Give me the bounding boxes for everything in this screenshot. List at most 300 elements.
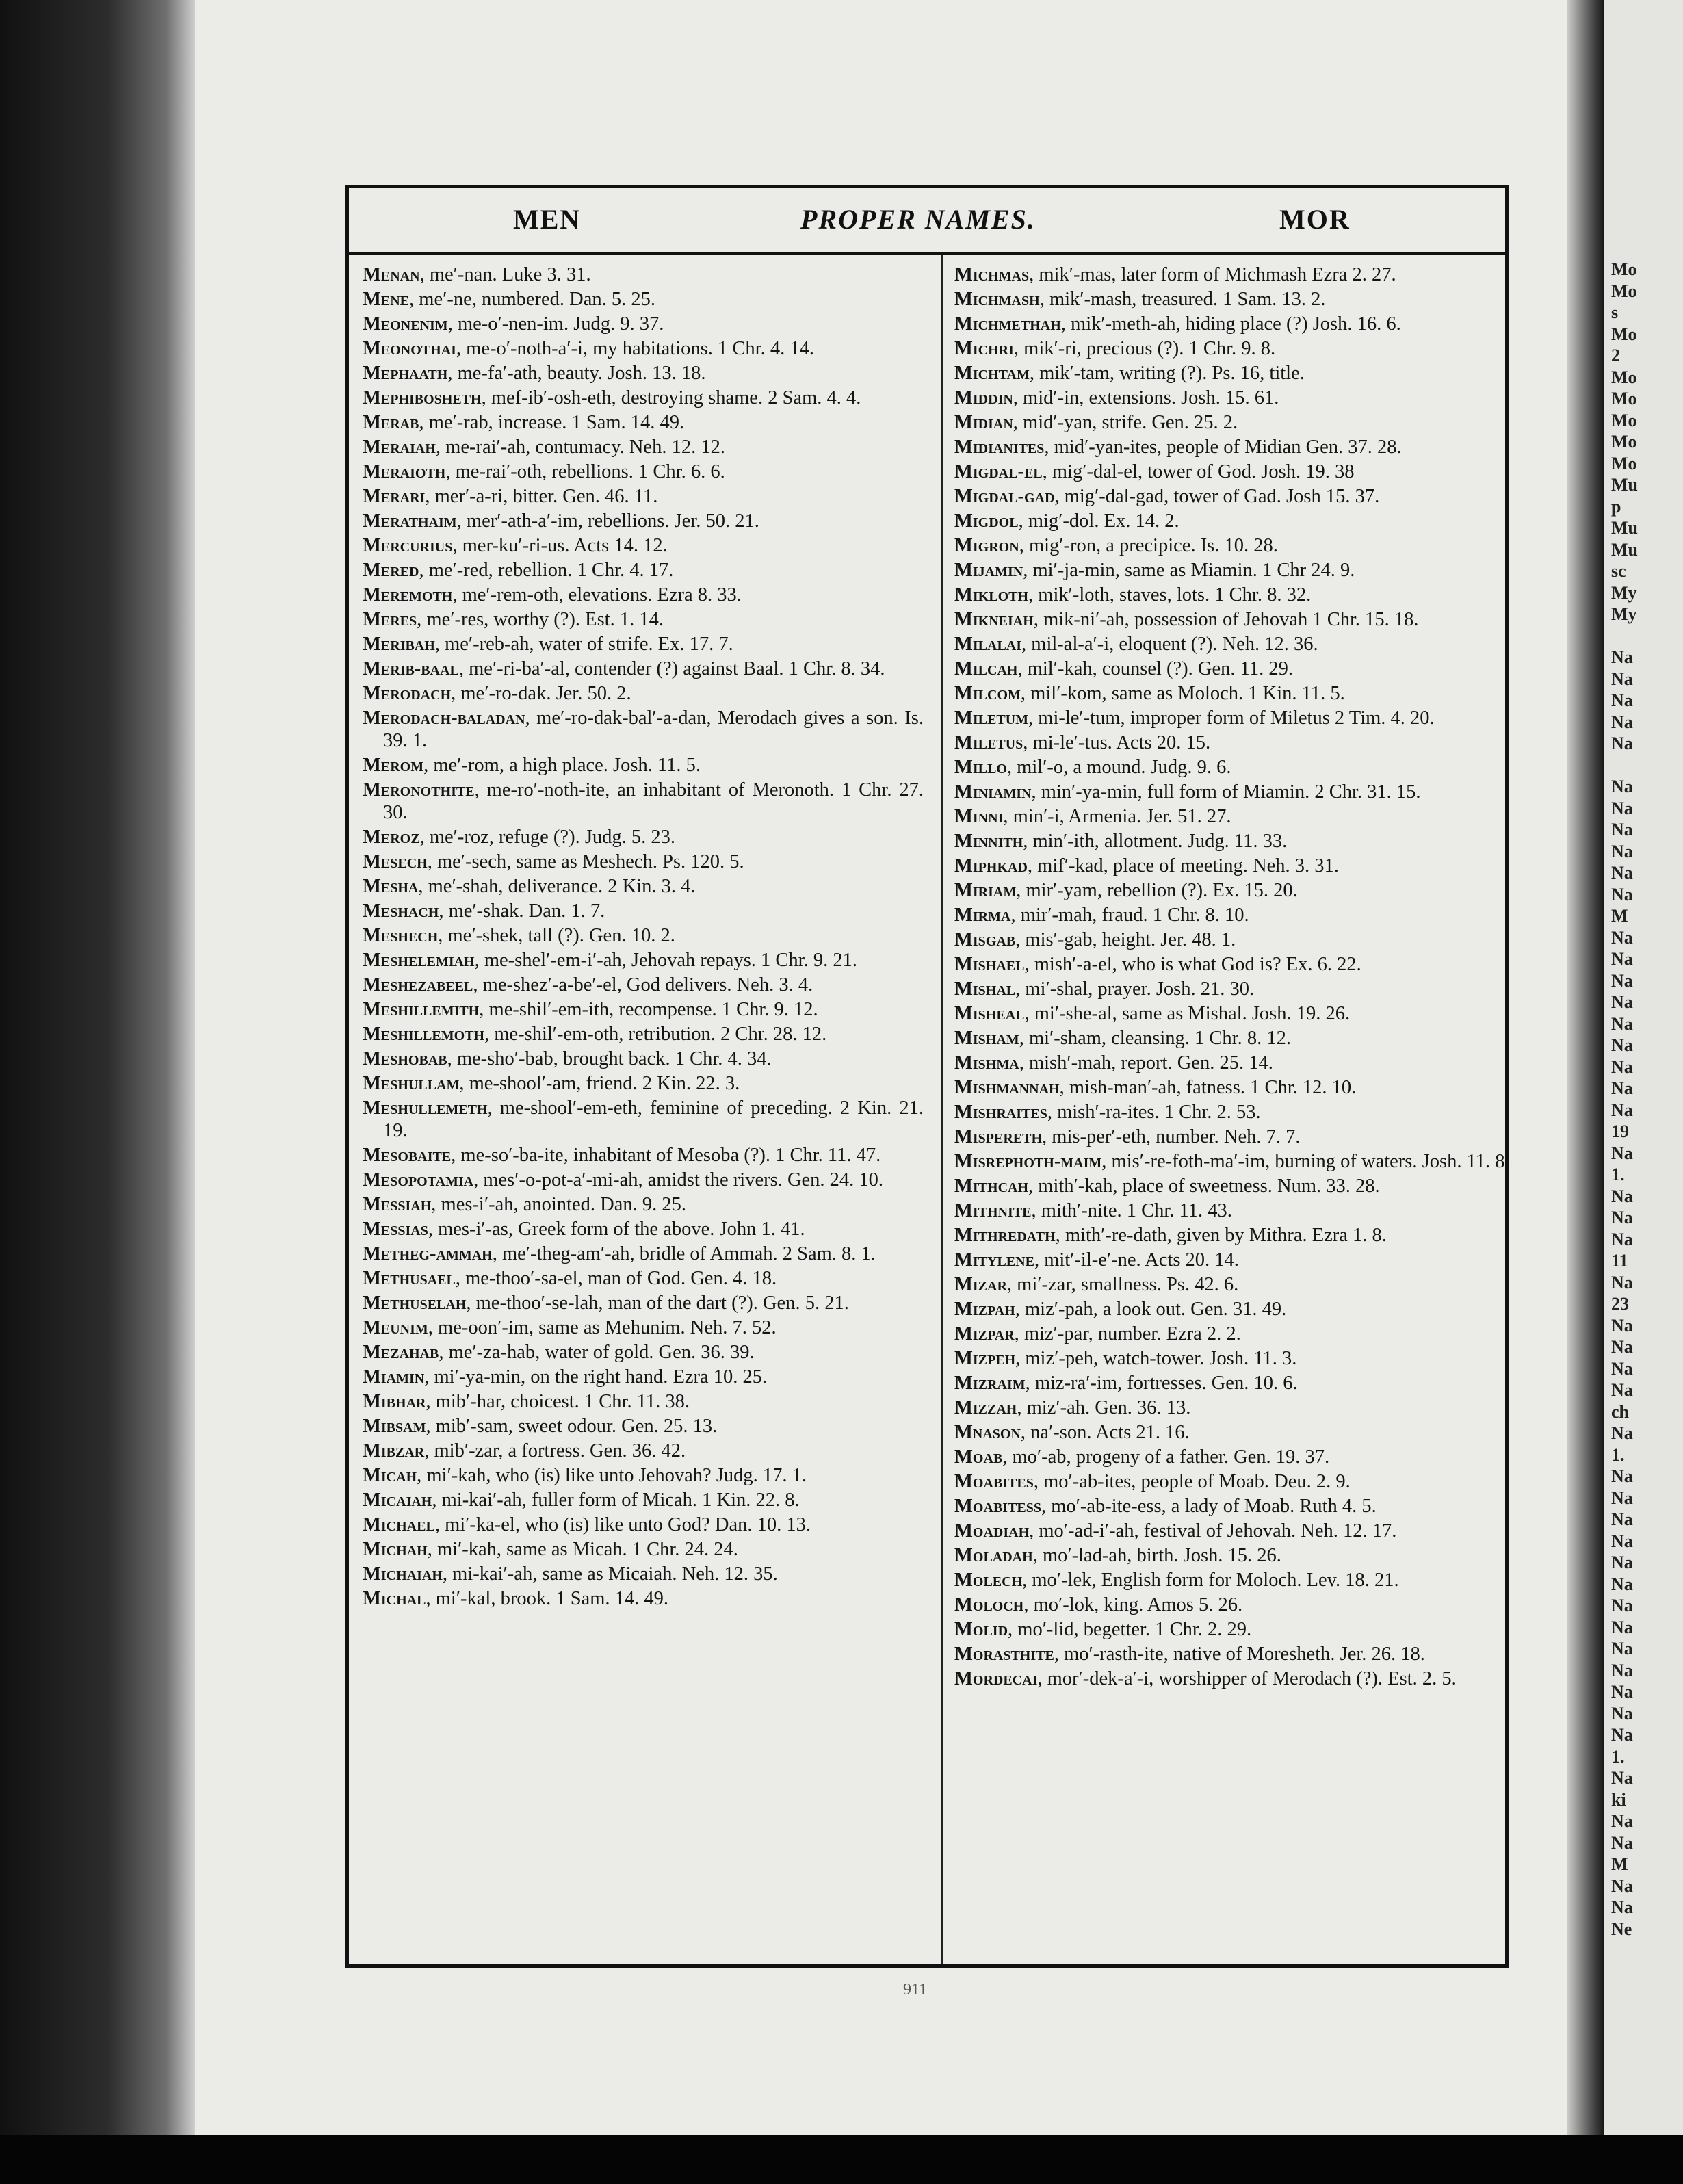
dictionary-entry xyxy=(954,978,1515,1000)
entry-definition: , mish′-mah, report. Gen. 25. 14. xyxy=(1019,1052,1273,1074)
dictionary-entry xyxy=(954,1076,1515,1099)
dictionary-entry xyxy=(363,1048,924,1070)
dictionary-entry xyxy=(954,387,1515,409)
entry-definition: , mo′-lid, begetter. 1 Chr. 2. 29. xyxy=(1008,1619,1252,1640)
entry-definition: , me-oon′-im, same as Mehunim. Neh. 7. 52. xyxy=(428,1317,777,1338)
entry-headword: Milcah xyxy=(954,658,1018,679)
entry-definition: , mil′-o, a mound. Judg. 9. 6. xyxy=(1006,757,1231,778)
entry-definition: , me′-ro-dak-bal′-a-dan, Merodach gives a son. Is. 39. 1. xyxy=(383,707,924,751)
dictionary-entry xyxy=(954,1470,1515,1493)
facing-page-fragment: Na xyxy=(1611,841,1633,861)
facing-page-fragment: Na xyxy=(1611,1272,1633,1292)
facing-page-fragment: Na xyxy=(1611,1660,1633,1680)
dictionary-entry xyxy=(363,1023,924,1045)
entry-definition: , mor′-dek-a′-i, worshipper of Merodach (?). Est. 2. 5. xyxy=(1037,1668,1457,1689)
entry-headword: Mishraites xyxy=(954,1102,1047,1123)
dictionary-entry xyxy=(954,928,1515,951)
dictionary-entry xyxy=(363,924,924,947)
entry-definition: , mil′-kom, same as Moloch. 1 Kin. 11. 5. xyxy=(1020,683,1345,704)
dictionary-entry xyxy=(363,263,924,286)
page-gutter xyxy=(1567,0,1604,2135)
entry-headword: Minnith xyxy=(954,831,1023,852)
dictionary-entry xyxy=(954,1667,1515,1690)
dictionary-entry xyxy=(363,1390,924,1413)
entry-headword: Michaiah xyxy=(363,1563,443,1585)
dictionary-entry xyxy=(363,337,924,360)
dictionary-entry xyxy=(954,485,1515,508)
dictionary-entry xyxy=(363,900,924,922)
facing-page-fragment: Na xyxy=(1611,1035,1633,1055)
entry-headword: Migdol xyxy=(954,510,1019,532)
entry-headword: Mered xyxy=(363,560,419,581)
entry-headword: Milalai xyxy=(954,634,1022,655)
entry-definition: , mi′-she-al, same as Mishal. Josh. 19. 26. xyxy=(1024,1003,1351,1024)
facing-page-fragment: Mu xyxy=(1611,539,1638,560)
entry-definition: , miz-ra′-im, fortresses. Gen. 10. 6. xyxy=(1025,1373,1298,1394)
entry-headword: Migdal-el xyxy=(954,461,1043,482)
entry-definition: , me-rai′-oth, rebellions. 1 Chr. 6. 6. xyxy=(445,461,725,482)
entry-definition: , me-thoo′-sa-el, man of God. Gen. 4. 18. xyxy=(455,1268,777,1289)
entry-definition: , mik′-ri, precious (?). 1 Chr. 9. 8. xyxy=(1013,338,1276,359)
entry-headword: Meonenim xyxy=(363,313,448,335)
entry-definition: , me′-shak. Dan. 1. 7. xyxy=(439,900,605,922)
dictionary-entry xyxy=(363,949,924,972)
facing-page-fragment: Na xyxy=(1611,927,1633,948)
entry-definition: , me′-red, rebellion. 1 Chr. 4. 17. xyxy=(419,560,674,581)
dictionary-entry xyxy=(363,559,924,582)
entry-definition: , mik′-mash, treasured. 1 Sam. 13. 2. xyxy=(1039,289,1326,310)
entry-headword: Mishal xyxy=(954,978,1016,1000)
entry-headword: Moloch xyxy=(954,1594,1024,1615)
facing-page-fragment xyxy=(1604,755,1638,777)
dictionary-entry xyxy=(363,1587,924,1610)
dictionary-entry xyxy=(363,608,924,631)
entry-headword: Mithcah xyxy=(954,1175,1029,1197)
entry-definition: , mi-kai′-ah, fuller form of Micah. 1 Kin. 22. 8. xyxy=(432,1490,800,1511)
entry-definition: , me-shil′-em-ith, recompense. 1 Chr. 9. 12. xyxy=(479,999,818,1020)
facing-page-fragment: Na xyxy=(1611,1208,1633,1227)
entry-definition: , mi-kai′-ah, same as Micaiah. Neh. 12. 35. xyxy=(442,1563,778,1585)
entry-headword: Mishma xyxy=(954,1052,1019,1074)
dictionary-entry xyxy=(954,879,1515,902)
facing-page-fragment: Mo xyxy=(1611,410,1637,430)
dictionary-entry xyxy=(954,1323,1515,1345)
entry-definition: , miz′-peh, watch-tower. Josh. 11. 3. xyxy=(1015,1348,1297,1369)
entry-headword: Michal xyxy=(363,1588,426,1609)
entry-definition: , mif′-kad, place of meeting. Neh. 3. 31. xyxy=(1027,855,1339,876)
entry-definition: , me′-rom, a high place. Josh. 11. 5. xyxy=(423,755,701,776)
dictionary-entry xyxy=(954,904,1515,926)
facing-page-fragment: M xyxy=(1611,1854,1628,1874)
entry-definition: , mid′-yan-ites, people of Midian Gen. 37. 28. xyxy=(1044,437,1402,458)
dictionary-entry xyxy=(363,436,924,458)
entry-headword: Merodach xyxy=(363,683,452,704)
entry-definition: , mo′-ab-ites, people of Moab. Deu. 2. 9. xyxy=(1033,1471,1351,1492)
dictionary-entry xyxy=(954,855,1515,877)
dictionary-entry xyxy=(954,1594,1515,1616)
entry-definition: , mik-ni′-ah, possession of Jehovah 1 Chr. 15. 18. xyxy=(1033,609,1419,630)
dictionary-entry xyxy=(954,1495,1515,1518)
dictionary-entry xyxy=(363,707,924,752)
entry-definition: , mish′-a-el, who is what God is? Ex. 6. 22. xyxy=(1024,954,1361,975)
entry-headword: Mikneiah xyxy=(954,609,1034,630)
dictionary-entry xyxy=(954,805,1515,828)
facing-page-fragment: 1. xyxy=(1611,1444,1625,1465)
entry-headword: Mesha xyxy=(363,876,419,897)
entry-headword: Miriam xyxy=(954,880,1017,901)
entry-definition: , me′-sech, same as Meshech. Ps. 120. 5. xyxy=(427,851,744,872)
dictionary-entry xyxy=(363,682,924,705)
facing-page-fragment: Na xyxy=(1611,863,1633,883)
dictionary-entry xyxy=(363,1193,924,1216)
entry-headword: Middin xyxy=(954,387,1013,408)
facing-page-fragment: p xyxy=(1611,496,1621,517)
entry-headword: Meroz xyxy=(363,827,420,848)
entry-definition: , mish-man′-ah, fatness. 1 Chr. 12. 10. xyxy=(1059,1077,1357,1098)
dictionary-entry xyxy=(954,337,1515,360)
dictionary-entry xyxy=(954,756,1515,779)
entry-definition: , mid′-in, extensions. Josh. 15. 61. xyxy=(1013,387,1279,408)
entry-definition: , me′-roz, refuge (?). Judg. 5. 23. xyxy=(419,827,676,848)
facing-page-fragment: Na xyxy=(1611,992,1633,1012)
dictionary-entry xyxy=(954,1052,1515,1074)
entry-headword: Minni xyxy=(954,806,1004,827)
dictionary-entry xyxy=(954,1421,1515,1444)
dictionary-entry xyxy=(363,1538,924,1561)
entry-headword: Moabites xyxy=(954,1471,1034,1492)
entry-headword: Morasthite xyxy=(954,1643,1054,1665)
facing-page-fragment: Na xyxy=(1611,1682,1633,1702)
entry-definition: , mi′-ja-min, same as Miamin. 1 Chr 24. 9. xyxy=(1023,560,1355,581)
facing-page-fragment: Mo xyxy=(1611,281,1637,301)
dictionary-entry xyxy=(954,1569,1515,1591)
entry-headword: Mirma xyxy=(954,905,1011,926)
entry-headword: Mibhar xyxy=(363,1391,426,1412)
facing-page-fragment xyxy=(1604,625,1638,647)
facing-page-fragment: 1. xyxy=(1611,1746,1625,1767)
entry-headword: Miletus xyxy=(954,732,1023,753)
dictionary-entry xyxy=(363,1218,924,1240)
header-right-guide-word: MOR xyxy=(1279,204,1351,235)
entry-definition: , me′-ne, numbered. Dan. 5. 25. xyxy=(409,289,656,310)
entry-definition: , mi′-sham, cleansing. 1 Chr. 8. 12. xyxy=(1019,1028,1291,1049)
facing-page-fragment: Na xyxy=(1611,1725,1633,1745)
entry-definition: , mith′-re-dath, given by Mithra. Ezra 1. 8. xyxy=(1055,1225,1387,1246)
dictionary-entry xyxy=(954,1520,1515,1542)
dictionary-entry xyxy=(954,781,1515,803)
entry-definition: , mes-i′-as, Greek form of the above. John 1. 41. xyxy=(428,1219,805,1240)
dictionary-entry xyxy=(954,1446,1515,1468)
dictionary-entry xyxy=(363,1072,924,1095)
facing-page-fragment: Na xyxy=(1611,820,1633,840)
entry-definition: , mig′-dal-el, tower of God. Josh. 19. 38 xyxy=(1042,461,1355,482)
entry-headword: Mizpar xyxy=(954,1323,1015,1344)
entry-definition: , me-o′-nen-im. Judg. 9. 37. xyxy=(447,313,664,335)
dictionary-entry xyxy=(954,510,1515,532)
entry-definition: , mi-le′-tum, improper form of Miletus 2 Tim. 4. 20. xyxy=(1028,707,1435,729)
facing-page-fragment: Mu xyxy=(1611,518,1638,538)
dictionary-entry xyxy=(954,1150,1515,1173)
entry-headword: Mercurius xyxy=(363,535,453,556)
facing-page-fragment: Ne xyxy=(1611,1919,1632,1939)
entry-headword: Mephibosheth xyxy=(363,387,482,408)
dictionary-entry xyxy=(954,313,1515,335)
entry-headword: Methuselah xyxy=(363,1292,467,1314)
entry-headword: Mithredath xyxy=(954,1225,1056,1246)
entry-headword: Merab xyxy=(363,412,419,433)
entry-headword: Meraiah xyxy=(363,437,436,458)
facing-page-fragment: Na xyxy=(1611,1552,1633,1572)
entry-definition: , mer′-a-ri, bitter. Gen. 46. 11. xyxy=(425,486,658,507)
entry-headword: Mnason xyxy=(954,1422,1021,1443)
entry-headword: Metheg-ammah xyxy=(363,1243,493,1264)
facing-page-fragment: s xyxy=(1611,302,1619,322)
dictionary-entry xyxy=(363,754,924,777)
dictionary-entry xyxy=(363,485,924,508)
entry-headword: Miniamin xyxy=(954,781,1032,803)
header-title: PROPER NAMES. xyxy=(800,204,1036,235)
entry-headword: Meshullam xyxy=(363,1073,460,1094)
entry-definition: , me′-shah, deliverance. 2 Kin. 3. 4. xyxy=(418,876,696,897)
entry-headword: Mesech xyxy=(363,851,428,872)
facing-page-fragment: Mo xyxy=(1611,324,1637,344)
entry-headword: Meribah xyxy=(363,634,435,655)
facing-page-fragment: My xyxy=(1611,604,1637,624)
entry-headword: Mesobaite xyxy=(363,1145,452,1166)
entry-definition: , mi′-ka-el, who (is) like unto God? Dan. 10. 13. xyxy=(434,1514,811,1535)
entry-definition: , mil-al-a′-i, eloquent (?). Neh. 12. 36. xyxy=(1021,634,1318,655)
dictionary-entry xyxy=(954,658,1515,680)
entry-headword: Mithnite xyxy=(954,1200,1032,1221)
facing-page-fragment: Na xyxy=(1611,1143,1633,1163)
dictionary-entry xyxy=(954,731,1515,754)
dictionary-entry xyxy=(954,411,1515,434)
dictionary-entry xyxy=(954,1347,1515,1370)
entry-definition: , me-thoo′-se-lah, man of the dart (?). Gen. 5. 21. xyxy=(466,1292,849,1314)
facing-page-fragment: Na xyxy=(1611,1423,1633,1443)
dictionary-entry xyxy=(363,411,924,434)
facing-page-fragment: 19 xyxy=(1611,1121,1629,1141)
entry-headword: Meshillemith xyxy=(363,999,480,1020)
dictionary-entry xyxy=(954,682,1515,705)
facing-page-fragment: Na xyxy=(1611,1380,1633,1400)
entry-definition: , mis′-gab, height. Jer. 48. 1. xyxy=(1015,929,1236,950)
entry-definition: , mib′-har, choicest. 1 Chr. 11. 38. xyxy=(426,1391,690,1412)
entry-headword: Meshobab xyxy=(363,1048,447,1069)
entry-definition: , mik′-meth-ah, hiding place (?) Josh. 16. 6. xyxy=(1060,313,1401,335)
entry-definition: , mig′-ron, a precipice. Is. 10. 28. xyxy=(1019,535,1278,556)
entry-headword: Mizpah xyxy=(954,1299,1015,1320)
entry-headword: Moladah xyxy=(954,1545,1033,1566)
dictionary-entry xyxy=(363,1415,924,1438)
facing-page-fragment: Na xyxy=(1611,970,1633,991)
dictionary-entry xyxy=(954,1101,1515,1123)
dictionary-entry xyxy=(363,288,924,311)
entry-definition: , mith′-nite. 1 Chr. 11. 43. xyxy=(1031,1200,1232,1221)
entry-headword: Molid xyxy=(954,1619,1008,1640)
entry-definition: , me′-ro-dak. Jer. 50. 2. xyxy=(451,683,631,704)
entry-headword: Mitylene xyxy=(954,1249,1034,1271)
entry-definition: , me-sho′-bab, brought back. 1 Chr. 4. 34. xyxy=(447,1048,772,1069)
dictionary-entry xyxy=(363,1464,924,1487)
entry-headword: Miamin xyxy=(363,1366,425,1388)
entry-headword: Mordecai xyxy=(954,1668,1038,1689)
entry-definition: , mer′-ath-a′-im, rebellions. Jer. 50. 21. xyxy=(456,510,759,532)
entry-headword: Miphkad xyxy=(954,855,1028,876)
entry-definition: , me-ro′-noth-ite, an inhabitant of Meronoth. 1 Chr. 27. 30. xyxy=(383,779,924,823)
entry-headword: Merathaim xyxy=(363,510,457,532)
dictionary-entry xyxy=(363,1366,924,1388)
entry-definition: , mig′-dol. Ex. 14. 2. xyxy=(1018,510,1179,532)
facing-page-fragment: Na xyxy=(1611,1466,1633,1486)
entry-definition: , mir′-yam, rebellion (?). Ex. 15. 20. xyxy=(1016,880,1298,901)
facing-page-fragment: Na xyxy=(1611,1186,1633,1206)
facing-page-fragment: Na xyxy=(1611,1078,1633,1098)
entry-definition: , mib′-sam, sweet odour. Gen. 25. 13. xyxy=(426,1416,718,1437)
entry-definition: , me′-za-hab, water of gold. Gen. 36. 39. xyxy=(439,1342,755,1363)
entry-headword: Mesopotamia xyxy=(363,1169,474,1191)
facing-page-fragment: Na xyxy=(1611,647,1633,667)
running-header xyxy=(349,188,1505,255)
dictionary-entry xyxy=(954,830,1515,853)
facing-page-fragment: 2 xyxy=(1611,346,1620,365)
entry-definition: , mis-per′-eth, number. Neh. 7. 7. xyxy=(1042,1126,1301,1147)
dictionary-entry xyxy=(954,460,1515,483)
entry-definition: , mi′-kah, who (is) like unto Jehovah? Judg. 17. 1. xyxy=(417,1465,807,1486)
entry-definition: , mi′-zar, smallness. Ps. 42. 6. xyxy=(1006,1274,1239,1295)
entry-headword: Mijamin xyxy=(954,560,1023,581)
entry-headword: Mizzah xyxy=(954,1397,1017,1418)
dictionary-entry xyxy=(363,1243,924,1265)
entry-headword: Messias xyxy=(363,1219,428,1240)
entry-definition: , me′-reb-ah, water of strife. Ex. 17. 7. xyxy=(434,634,733,655)
entry-headword: Methusael xyxy=(363,1268,456,1289)
dictionary-entry xyxy=(954,1224,1515,1247)
dictionary-entry xyxy=(363,850,924,873)
dictionary-entry xyxy=(954,1298,1515,1321)
facing-page-fragment: Na xyxy=(1611,690,1633,710)
entry-headword: Micaiah xyxy=(363,1490,432,1511)
entry-headword: Misgab xyxy=(954,929,1016,950)
entry-headword: Meshullemeth xyxy=(363,1097,488,1119)
dictionary-entry xyxy=(954,288,1515,311)
entry-headword: Mizar xyxy=(954,1274,1007,1295)
entry-headword: Michmas xyxy=(954,264,1030,285)
entry-definition: , mo′-lok, king. Amos 5. 26. xyxy=(1023,1594,1243,1615)
page-number: 911 xyxy=(903,1981,928,1999)
facing-page-fragment: Mo xyxy=(1611,389,1637,408)
dictionary-entry xyxy=(954,1618,1515,1641)
entry-headword: Moab xyxy=(954,1446,1003,1468)
entry-definition: , mi′-ya-min, on the right hand. Ezra 10. 25. xyxy=(424,1366,768,1388)
entry-definition: , mes′-o-pot-a′-mi-ah, amidst the rivers. Gen. 24. 10. xyxy=(473,1169,884,1191)
facing-page-fragment: My xyxy=(1611,582,1637,603)
dictionary-entry xyxy=(954,953,1515,976)
right-column xyxy=(954,263,1515,1692)
entry-headword: Meremoth xyxy=(363,584,453,606)
entry-headword: Mezahab xyxy=(363,1342,439,1363)
facing-page-fragment: Na xyxy=(1611,1897,1633,1917)
dictionary-entry xyxy=(363,1292,924,1314)
entry-headword: Merib-baal xyxy=(363,658,459,679)
entry-definition: , mo′-rasth-ite, native of Moresheth. Jer. 26. 18. xyxy=(1054,1643,1425,1665)
entry-headword: Meres xyxy=(363,609,417,630)
dictionary-entry xyxy=(954,1002,1515,1025)
dictionary-entry xyxy=(954,1027,1515,1050)
dictionary-entry xyxy=(954,436,1515,458)
facing-page-fragment: Na xyxy=(1611,1229,1633,1249)
entry-definition: , mir′-mah, fraud. 1 Chr. 8. 10. xyxy=(1010,905,1249,926)
entry-definition: , mik′-loth, staves, lots. 1 Chr. 8. 32. xyxy=(1028,584,1312,606)
entry-headword: Menan xyxy=(363,264,420,285)
entry-definition: , mef-ib′-osh-eth, destroying shame. 2 Sam. 4. 4. xyxy=(481,387,861,408)
entry-headword: Meunim xyxy=(363,1317,428,1338)
entry-headword: Moadiah xyxy=(954,1520,1030,1542)
facing-page-fragment: M xyxy=(1611,906,1628,926)
entry-definition: , mi-le′-tus. Acts 20. 15. xyxy=(1023,732,1211,753)
facing-page-edge xyxy=(1604,0,1683,2135)
dictionary-entry xyxy=(954,1199,1515,1222)
entry-definition: , mo′-lad-ah, birth. Josh. 15. 26. xyxy=(1032,1545,1281,1566)
entry-headword: Mizpeh xyxy=(954,1348,1016,1369)
facing-page-fragment: Na xyxy=(1611,1509,1633,1529)
entry-definition: , mer-ku′-ri-us. Acts 14. 12. xyxy=(452,535,668,556)
entry-headword: Michmethah xyxy=(954,313,1061,335)
entry-headword: Mizraim xyxy=(954,1373,1026,1394)
entry-definition: , mish′-ra-ites. 1 Chr. 2. 53. xyxy=(1047,1102,1261,1123)
page-frame xyxy=(345,185,1509,1968)
dictionary-entry xyxy=(954,263,1515,286)
entry-definition: , na′-son. Acts 21. 16. xyxy=(1020,1422,1190,1443)
entry-definition: , min′-ya-min, full form of Miamin. 2 Chr. 31. 15. xyxy=(1031,781,1421,803)
entry-headword: Misrephoth-maim xyxy=(954,1151,1102,1172)
facing-page-fragment: 23 xyxy=(1611,1294,1629,1314)
entry-definition: , mis′-re-foth-ma′-im, burning of waters. Josh. 11. 8. xyxy=(1101,1151,1510,1172)
entry-definition: , me-shil′-em-oth, retribution. 2 Chr. 28. 12. xyxy=(484,1024,827,1045)
dictionary-entry xyxy=(363,633,924,655)
dictionary-entry xyxy=(363,1440,924,1462)
entry-definition: , me-shel′-em-i′-ah, Jehovah repays. 1 Chr. 9. 21. xyxy=(474,950,857,971)
entry-definition: , mith′-kah, place of sweetness. Num. 33. 28. xyxy=(1028,1175,1380,1197)
column-divider xyxy=(941,255,943,1964)
dictionary-entry xyxy=(954,1643,1515,1665)
dictionary-entry xyxy=(363,460,924,483)
facing-page-fragment: Na xyxy=(1611,777,1633,796)
dictionary-entry xyxy=(954,584,1515,606)
dictionary-entry xyxy=(954,1249,1515,1271)
entry-headword: Mispereth xyxy=(954,1126,1043,1147)
dictionary-entry xyxy=(363,1144,924,1167)
entry-definition: , me-shool′-am, friend. 2 Kin. 22. 3. xyxy=(459,1073,740,1094)
entry-headword: Meonothai xyxy=(363,338,456,359)
entry-headword: Meronothite xyxy=(363,779,475,801)
dictionary-entry xyxy=(954,707,1515,729)
entry-definition: , me′-ri-ba′-al, contender (?) against Baal. 1 Chr. 8. 34. xyxy=(458,658,885,679)
entry-definition: , miz′-par, number. Ezra 2. 2. xyxy=(1014,1323,1241,1344)
entry-headword: Merodach-baladan xyxy=(363,707,525,729)
left-column xyxy=(363,263,924,1612)
facing-page-fragment: Na xyxy=(1611,1811,1633,1831)
entry-definition: , me′-rem-oth, elevations. Ezra 8. 33. xyxy=(452,584,742,606)
entry-definition: , mo′-ad-i′-ah, festival of Jehovah. Neh. 12. 17. xyxy=(1029,1520,1397,1542)
entry-definition: , me-so′-ba-ite, inhabitant of Mesoba (?). 1 Chr. 11. 47. xyxy=(451,1145,881,1166)
dictionary-entry xyxy=(363,1316,924,1339)
entry-headword: Mephaath xyxy=(363,363,448,384)
facing-page-fragment: Na xyxy=(1611,1013,1633,1034)
entry-headword: Meraioth xyxy=(363,461,446,482)
dictionary-entry xyxy=(363,779,924,824)
entry-definition: , mi′-kah, same as Micah. 1 Chr. 24. 24. xyxy=(427,1539,738,1560)
